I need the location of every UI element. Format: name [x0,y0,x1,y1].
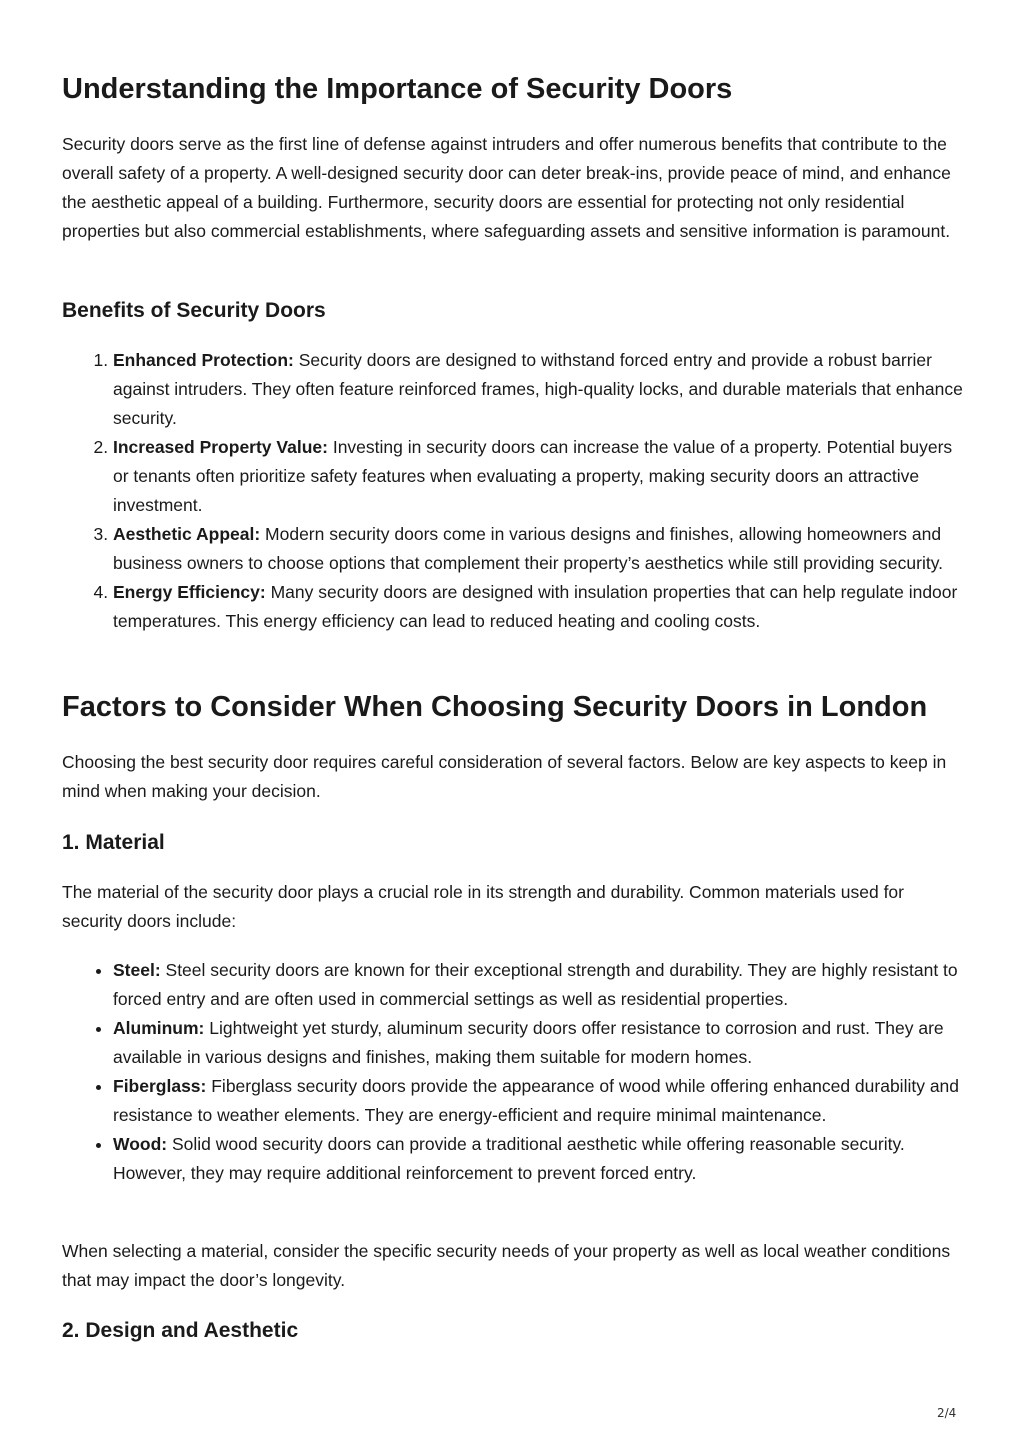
list-item-lead: Fiberglass: [113,1076,207,1096]
list-item-lead: Aluminum: [113,1018,205,1038]
page-number: 2/4 [937,1406,957,1420]
list-item [113,346,968,433]
list-item-text: Lightweight yet sturdy, aluminum security doors offer resistance to corrosion and rust. They are available in various designs and finishes, making them suitable for modern homes. [113,1018,944,1067]
material-heading: 1. Material [62,831,165,854]
list-item [113,1072,968,1130]
material-note-paragraph: When selecting a material, consider the specific security needs of your property as well as local weather conditions that may impact the door’s longevity. [62,1241,951,1290]
intro-paragraph-importance: Security doors serve as the first line of defense against intruders and offer numerous benefits that contribute to the overall safety of a property. A well-designed security door can deter break-ins, provide peace of mind, and enhance the aesthetic appeal of a building. Furthermore, security doors are essential for protecting not only residential properties but also commercial establishments, where safeguarding assets and sensitive information is paramount. [62,134,951,241]
list-item-lead: Energy Efficiency: [113,582,266,602]
list-item-text: Many security doors are designed with insulation properties that can help regulate indoor temperatures. This energy efficiency can lead to reduced heating and cooling costs. [113,582,958,631]
list-item [113,956,968,1014]
benefits-list [62,346,968,636]
benefits-heading: Benefits of Security Doors [62,299,326,322]
list-item [113,578,968,636]
materials-list [62,956,968,1188]
list-item-lead: Increased Property Value: [113,437,328,457]
list-item-lead: Aesthetic Appeal: [113,524,261,544]
list-item-text: Security doors are designed to withstand forced entry and provide a robust barrier against intruders. They often feature reinforced frames, high-quality locks, and durable materials that enhance security. [113,350,963,428]
list-item-text: Steel security doors are known for their exceptional strength and durability. They are highly resistant to forced entry and are often used in commercial settings as well as residential properties. [113,960,958,1009]
section-title-factors: Factors to Consider When Choosing Security Doors in London [62,691,928,723]
list-item [113,433,968,520]
design-heading: 2. Design and Aesthetic [62,1319,299,1342]
intro-paragraph-factors: Choosing the best security door requires careful consideration of several factors. Below are key aspects to keep in mind when making your decision. [62,752,947,801]
list-item [113,520,968,578]
material-intro-paragraph: The material of the security door plays a crucial role in its strength and durability. Common materials used for security doors include: [62,882,904,931]
list-item-text: Modern security doors come in various designs and finishes, allowing homeowners and business owners to choose options that complement their property’s aesthetics while still providing security. [113,524,944,573]
list-item-lead: Wood: [113,1134,168,1154]
list-item-text: Fiberglass security doors provide the appearance of wood while offering enhanced durability and resistance to weather elements. They are energy-efficient and require minimal maintenance. [113,1076,960,1125]
list-item-text: Solid wood security doors can provide a traditional aesthetic while offering reasonable security. However, they may require additional reinforcement to prevent forced entry. [113,1134,905,1183]
list-item [113,1130,968,1188]
list-item-text: Investing in security doors can increase the value of a property. Potential buyers or tenants often prioritize safety features when evaluating a property, making security doors an attractive investment. [113,437,953,515]
section-title-importance: Understanding the Importance of Security Doors [62,73,733,105]
list-item-lead: Enhanced Protection: [113,350,294,370]
list-item [113,1014,968,1072]
list-item-lead: Steel: [113,960,161,980]
